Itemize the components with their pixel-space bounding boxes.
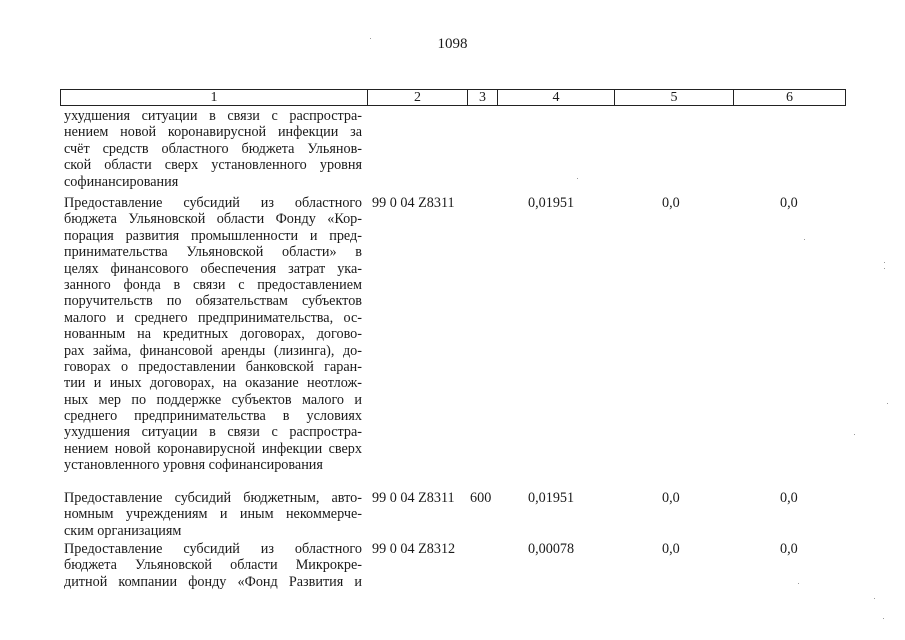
table-cell-value-5: 0,0 <box>662 195 680 211</box>
table-cell-code: 99 0 04 Z8311 <box>372 490 455 506</box>
text-line: бюджета Ульяновской области Микрокре- <box>64 557 362 574</box>
text-line: поручительств по обязательствам субъектов <box>64 293 362 310</box>
header-col-2: 2 <box>414 90 421 105</box>
text-line: тии и иных договорах, на оказание неотлож- <box>64 375 362 392</box>
text-line: ных мер по поддержке субъектов малого и <box>64 391 362 408</box>
scan-speck <box>798 583 799 584</box>
text-line: установленного уровня софинансирования <box>64 457 323 474</box>
text-line: ухудшения ситуации в связи с распростра- <box>64 108 362 124</box>
table-cell-value-4: 0,01951 <box>528 490 575 506</box>
text-line: нением новой коронавирусной инфекции сверх <box>64 440 362 457</box>
text-line: Предоставление субсидий из областного <box>64 195 362 211</box>
table-cell-value-6: 0,0 <box>780 490 798 506</box>
header-col-3: 3 <box>479 90 486 105</box>
table-cell-value-4: 0,01951 <box>528 195 575 211</box>
scan-speck <box>370 38 371 39</box>
text-line: малого и среднего предпринимательства, ос- <box>64 309 362 326</box>
text-line: ским организациям <box>64 522 182 539</box>
text-line: ской области сверх установленного уровня <box>64 157 362 174</box>
text-line: принимательства Ульяновской области» в <box>64 244 362 261</box>
table-row-text <box>64 541 362 590</box>
table-cell-value-5: 0,0 <box>662 490 680 506</box>
text-line: нением новой коронавирусной инфекции за <box>64 124 362 141</box>
text-line: ухудшения ситуации в связи с распростра- <box>64 424 362 441</box>
table-row-text <box>64 490 362 539</box>
text-line: номным учреждениям и иным некоммерче- <box>64 506 362 523</box>
scan-speck <box>804 239 805 240</box>
text-line: занного фонда в связи с предоставлением <box>64 276 362 293</box>
table-cell-value-6: 0,0 <box>780 195 798 211</box>
text-line: порация развития промышленности и пред- <box>64 227 362 244</box>
text-line: рах займа, финансовой аренды (лизинга), до- <box>64 342 362 359</box>
text-line: нованным на кредитных договорах, догово- <box>64 326 362 343</box>
text-line: Предоставление субсидий из областного <box>64 541 362 557</box>
scan-speck <box>883 618 884 619</box>
text-line: счёт средств областного бюджета Ульянов- <box>64 140 362 157</box>
table-cell-vr: 600 <box>470 490 492 506</box>
text-line: говорах о предоставлении банковской гаран- <box>64 358 362 375</box>
header-col-4: 4 <box>552 90 560 105</box>
table-row-text <box>64 195 362 474</box>
table-row-text <box>64 108 362 190</box>
text-line: бюджета Ульяновской области Фонду «Кор- <box>64 211 362 228</box>
scan-speck <box>854 434 855 435</box>
header-col-5: 5 <box>670 90 678 105</box>
scan-speck <box>884 262 885 263</box>
text-line: дитной компании фонду «Фонд Развития и <box>64 573 362 590</box>
page-number: 1098 <box>437 36 468 52</box>
text-line: целях финансового обеспечения затрат ука- <box>64 260 362 277</box>
header-col-6: 6 <box>786 90 793 105</box>
scan-speck <box>577 178 578 179</box>
scan-speck <box>884 268 885 269</box>
table-cell-value-4: 0,00078 <box>528 541 575 557</box>
table-cell-value-6: 0,0 <box>780 541 798 557</box>
table-cell-code: 99 0 04 Z8312 <box>372 541 456 557</box>
text-line: среднего предпринимательства в условиях <box>64 408 362 425</box>
table-cell-value-5: 0,0 <box>662 541 680 557</box>
table-header-row <box>60 89 846 106</box>
scan-speck <box>887 403 888 404</box>
text-line: Предоставление субсидий бюджетным, авто- <box>64 490 362 506</box>
table-cell-code: 99 0 04 Z8311 <box>372 195 455 211</box>
scan-speck <box>874 598 875 599</box>
header-col-1: 1 <box>210 90 218 105</box>
text-line: софинансирования <box>64 173 179 190</box>
